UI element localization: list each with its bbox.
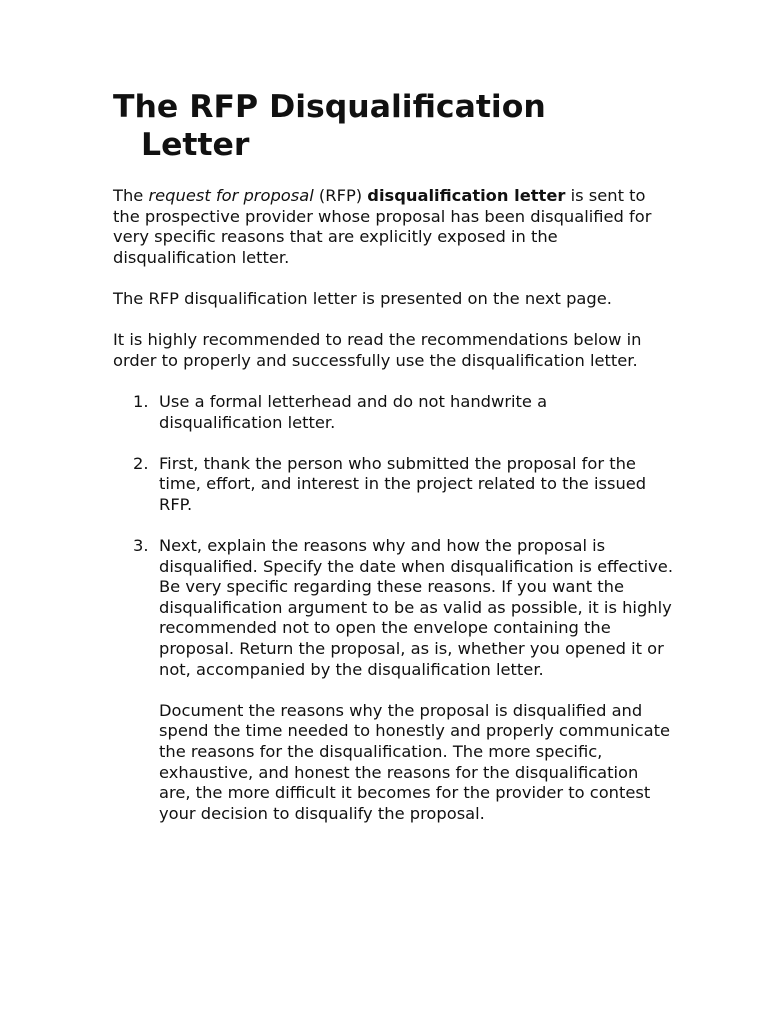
intro-text-2: (RFP) [313,186,368,205]
intro-bold-term: disqualification letter [367,186,566,205]
page-title [113,88,673,164]
list-item [113,454,673,516]
intro-text-1: The [113,186,149,205]
intro-italic-term: request for proposal [148,186,314,205]
title-line-1: The RFP Disqualification [113,89,546,125]
list-item [113,392,673,433]
list-item-text: First, thank the person who submitted the proposal for the time, effort, and interest in the project related to the issued RFP. [159,453,647,514]
title-line-2: Letter [141,127,250,163]
list-item-text: Next, explain the reasons why and how the proposal is disqualified. Specify the date when disqualification is effective. Be very specific regarding these reasons. If you want the disqualification argument to be as valid as possible, it is highly recommended not to open the envelope containing the proposal. Return the proposal, as is, whether you opened it or not, accompanied by the disqualification letter. [159,536,674,679]
document-body [113,186,673,845]
recommendations-list [113,392,673,824]
list-item [113,536,673,824]
list-item-text-continued: Document the reasons why the proposal is disqualified and spend the time needed to honestly and properly communicate the reasons for the disqualification. The more specific, exhaustive, and honest the reasons for the disqualification are, the more difficult it becomes for the provider to contest your decision to disqualify the proposal. [159,700,671,823]
intro-paragraph [113,186,673,268]
intro-text-3: is sent to the prospective provider whose proposal has been disqualified for very specific reasons that are explicitly exposed in the disqualification letter. [113,186,652,267]
list-item-number: 3. [133,536,149,556]
recommendations-paragraph: It is highly recommended to read the recommendations below in order to properly and successfully use the disqualification letter. [113,330,642,370]
list-item-text: Use a formal letterhead and do not handwrite a disqualification letter. [159,391,548,432]
list-item-number: 1. [133,391,149,411]
next-page-paragraph: The RFP disqualification letter is presented on the next page. [113,288,612,308]
list-item-number: 2. [133,453,149,473]
